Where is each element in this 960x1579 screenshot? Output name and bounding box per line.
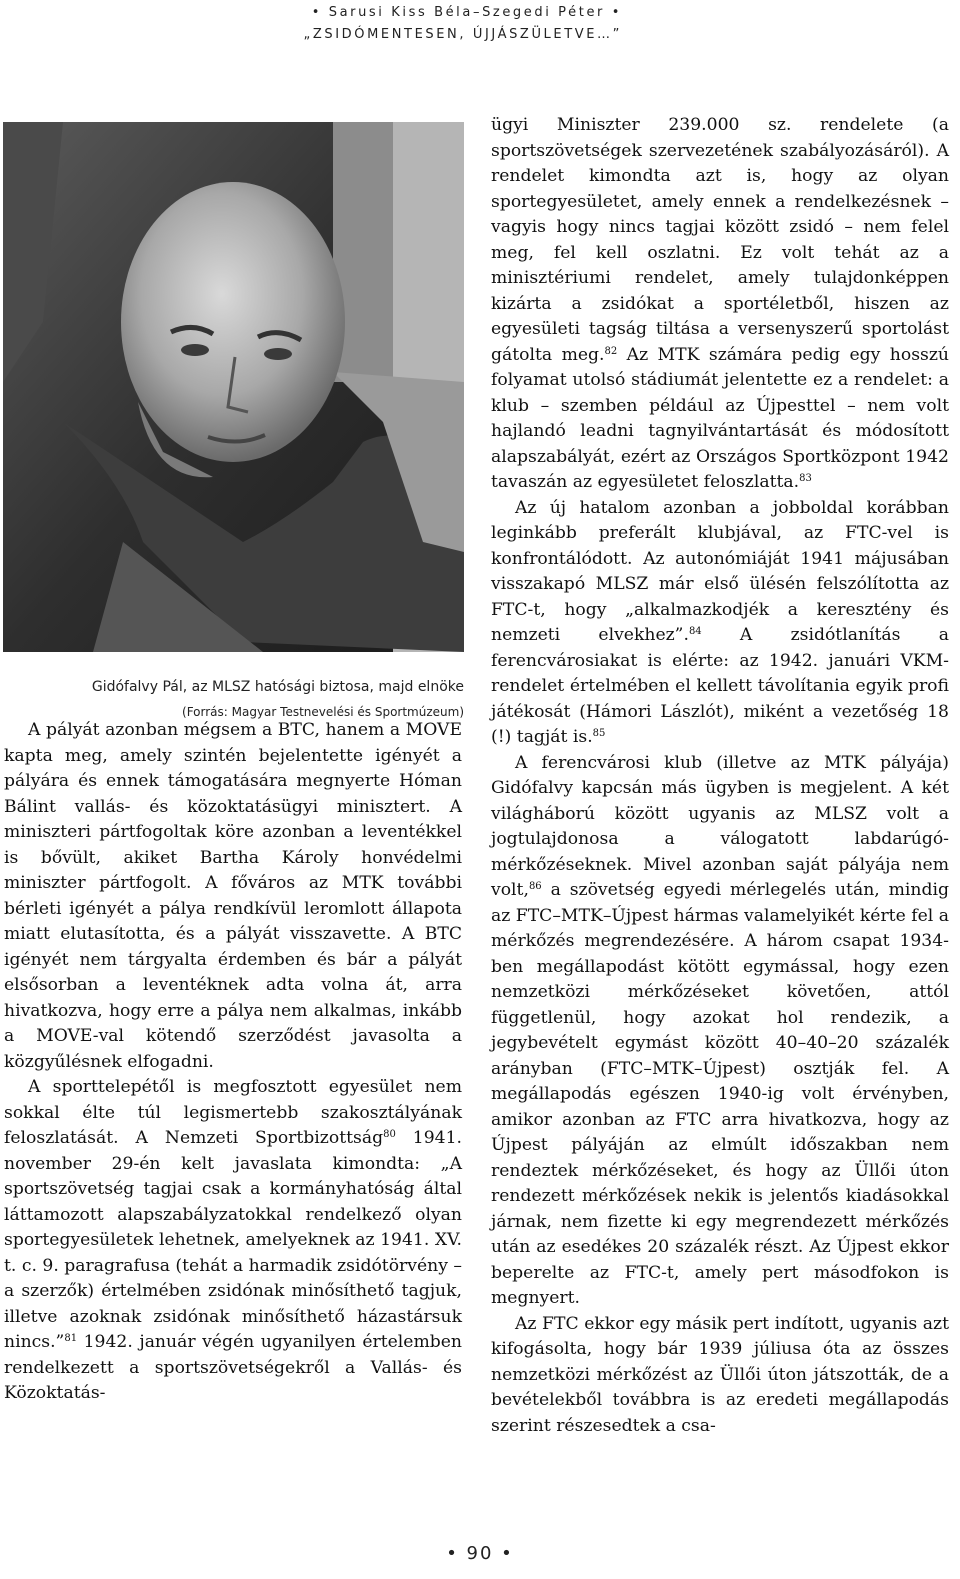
footnote-ref[interactable]: 85 bbox=[592, 728, 606, 739]
running-header bbox=[304, 2, 623, 46]
paragraph: A pályát azonban mégsem a BTC, hanem a MOVE kapta meg, amely szintén bejelentette igényét a pályára és ennek támogatására megnyerte Hóman Bálint vallás- és közoktatásügyi minisztert. A miniszteri pártfogoltak köre azonban a leventékkel is bővült, akiket Bartha Károly honvédelmi miniszter pártfogolt. A főváros az MTK további bérleti igényét a pálya rendkívül leromlott állapota miatt elutasította, és a pályát visszavette. A BTC igényét nem tárgyalta érdemben és bár a pályát elsősorban a leventéknek adta volna át, arra hivatkozva, hogy erre a pálya nem alkalmas, inkább a MOVE-val kötendő szerződést javasolta a közgyűlésnek elfogadni. bbox=[4, 720, 462, 1072]
footnote-ref[interactable]: 81 bbox=[64, 1333, 78, 1344]
header-title: „ZSIDÓMENTESEN, ÚJJÁSZÜLETVE…” bbox=[303, 27, 622, 42]
footnote-ref[interactable]: 86 bbox=[528, 881, 542, 892]
right-column bbox=[491, 113, 949, 1439]
page-number: • 90 • bbox=[446, 1543, 514, 1564]
photo-caption bbox=[3, 676, 464, 723]
footnote-ref[interactable]: 82 bbox=[604, 345, 618, 357]
portrait-photo bbox=[3, 122, 464, 652]
paragraph: A ferencvárosi klub (illetve az MTK pályája) Gidófalvy kapcsán más ügyben is megjelent. A két világháború között ugyanis az MLSZ volt a jogtulajdonosa a válogatott labdarúgó-mérkőzéseknek. Mivel azonban saját pályája nem volt,$^{86}$ a szövetség egyedi mérlegelés után, mindig az FTC–MTK–Újpest hármas valamelyikét kérte fel a mérkőzés megrendezésére. A három csapat 1934-ben megállapodást kötött egymással, hogy ezen nemzetközi mérkőzéseket követően, attól függetlenül, hogy azokat hol rendezik, a jegybevételt egymást között 40–40–20 százalék arányban (FTC–MTK–Újpest) osztják fel. A megállapodás egészen 1940-ig volt érvényben, amikor azonban az FTC arra hivatkozva, hogy az Újpest pályáján az elmúlt időszakban nem rendeztek mérkőzéseket, és hogy az Üllői úton rendezett mérkőzések nekik is jelentős kiadásokkal járnak, nem fizette ki egy megrendezett mérkőzés után az esedékes 20 százalék részt. Az Újpest ekkor beperelte az FTC-t, amely pert másodfokon is megnyert. bbox=[491, 752, 949, 1308]
footnote-ref[interactable]: 80 bbox=[383, 1129, 396, 1140]
paragraph: Az új hatalom azonban a jobboldal korábban leginkább preferált klubjával, az FTC-vel is konfrontálódott. Az autonómiáját 1941 májusában visszakapó MLSZ már első ülésén felszólította az FTC-t, hogy „alkalmazkodjék a keresztény és nemzeti elvekhez”.$^{84}$ A zsidótlanítás a ferencvárosiakat is elérte: az 1942. januári VKM-rendelet értelmében el kellett távolítania egyik profi játékosát (Hámori Lászlót), miként a vezetőség 18 (!) tagját is.$^{85}$ bbox=[491, 497, 949, 747]
footnote-ref[interactable]: 83 bbox=[799, 473, 812, 484]
paragraph: Az FTC ekkor egy másik pert indított, ugyanis azt kifogásolta, hogy bár 1939 júliusa óta az összes nemzetközi mérkőzést az Üllői úton játszották, de a bevételekből továbbra is az eredeti megállapodás szerint részesedtek a csa- bbox=[491, 1313, 949, 1436]
portrait-photo-icon bbox=[3, 122, 464, 652]
paragraph: ügyi Miniszter 239.000 sz. rendelete (a sportszövetségek szervezetének szabályozásáról). A rendelet kimondta azt is, hogy az olyan sportegyesületet, amely ennek a rendelkezésnek – vagyis hogy nincs tagjai között zsidó – nem felel meg, fel kell oszlatni. Ez volt tehát az a minisztériumi rendelet, amely tulajdonképpen kizárta a zsidókat a sportéletből, hiszen az egyesületi tagság tiltása a versenyszerű sportolást gátolta meg.$^{82}$ Az MTK számára pedig egy hosszú folyamat utolsó stádiumát jelentette ez a rendelet: a klub – szemben például az Újpesttel – nem volt hajlandó leadni tagnyilvántartását és módosított alapszabályát, ezért az Országos Sportközpont 1942 tavaszán az egyesületet feloszlatta.$^{83}$ bbox=[491, 115, 949, 492]
caption-source: (Forrás: Magyar Testnevelési és Sportmúzeum) bbox=[182, 705, 464, 719]
left-column bbox=[4, 718, 462, 1407]
header-authors: • Sarusi Kiss Béla–Szegedi Péter • bbox=[311, 5, 622, 20]
paragraph: A sporttelepétől is megfosztott egyesület nem sokkal élte túl legismertebb szakosztályának feloszlatását. A Nemzeti Sportbizottság$^{80}$ 1941. november 29-én kelt javaslata kimondta: „A sportszövetség tagjai csak a kormányhatóság által láttamozott alapszabályzatokkal rendelkező olyan sportegyesületek lehetnek, amelyeknek az 1941. XV. t. c. 9. paragrafusa (tehát a harmadik zsidótörvény – a szerzők) értelmében zsidónak minősíthető tagjuk, illetve azoknak zsidónak minősíthető házastársuk nincs.”$^{81}$ 1942. január végén ugyanilyen értelemben rendelkezett a sportszövetségekről a Vallás- és Közoktatás- bbox=[4, 1077, 462, 1403]
footnote-ref[interactable]: 84 bbox=[688, 626, 702, 637]
caption-title: Gidófalvy Pál, az MLSZ hatósági biztosa, majd elnöke bbox=[91, 679, 464, 695]
